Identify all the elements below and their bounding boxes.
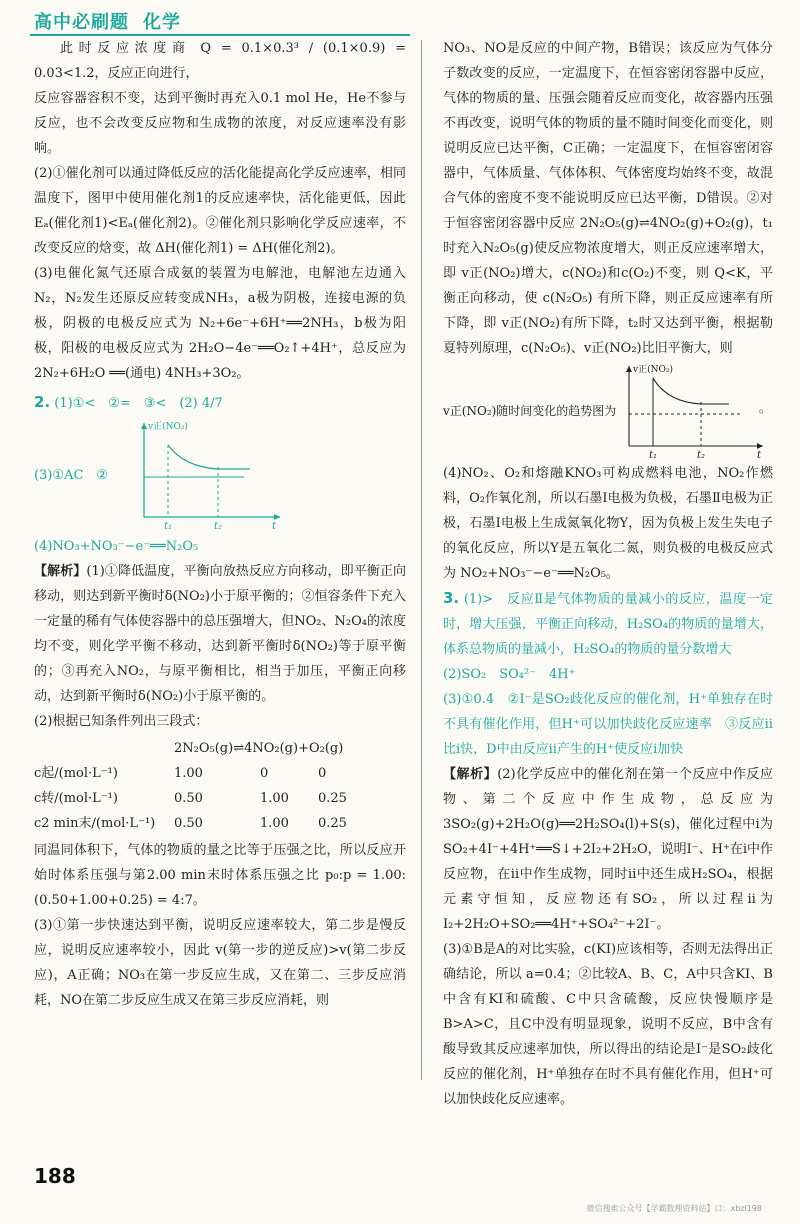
left-part-3: (3)电催化氮气还原合成氨的装置为电解池，电解池左边通入N₂，N₂发生还原反应转变成NH₃，a极为阴极，连接电源的负极，阴极的电极反应式为 N₂+6e⁻+6H⁺══2NH₃，b极为阳极，阳极的电极反应式为 2H₂O−4e⁻══O₂↑+4H⁺，总反应为 2N₂+6H₂O ══(通电) 4NH₃+3O₂。 — [34, 266, 406, 381]
graph-2-y-arrow — [626, 366, 632, 372]
right-analysis-2 — [443, 762, 773, 937]
graph-1 — [134, 417, 284, 533]
analysis-2-text: (2)化学反应中的催化剂在第一个反应中作反应物、第二个反应中作生成物，总反应为 3SO₂(g)+2H₂O(g)══2H₂SO₄(l)+S(s)，催化过程中ⅰ为 SO₂+4I⁻+4H⁺══S↓+2I₂+2H₂O，说明I⁻、H⁺在ⅰ中作反应物，在ⅱ中作生成物，同时ⅱ中还生成H₂SO₄，根据元素守恒知，反应物还有SO₂，所以过程ⅱ为 I₂+2H₂O+SO₂══4H⁺+SO₄²⁻+2I⁻。 — [443, 767, 773, 932]
graph-1-t2-label: t₂ — [214, 521, 223, 532]
three-stage-table — [34, 736, 347, 836]
graph-2-block — [443, 361, 773, 461]
left-line-1: 此时反应浓度商 Q = 0.1×0.3³ / (0.1×0.9) = 0.03<1.2，反应正向进行， — [34, 41, 406, 81]
q3-answer-1: (1)> 反应Ⅱ是气体物质的量减小的反应，温度一定时，增大压强，平衡正向移动，H₂SO₄的物质的量增大，体系总物质的量减小，H₂SO₄的物质的量分数增大 — [443, 592, 773, 657]
q3-answer-3: (3)①0.4 ②I⁻是SO₂歧化反应的催化剂，H⁺单独存在时不具有催化作用，但H⁺可以加快歧化反应速率 ③反应ⅱ比ⅰ快，D中由反应ⅱ产生的H⁺使反应ⅰ加快 — [443, 692, 773, 757]
graph-2-curve — [653, 378, 729, 404]
graph-2-end-mark: 。 — [759, 401, 772, 415]
analysis-1-text: (1)①降低温度，平衡向放热反应方向移动，即平衡正向移动，则达到新平衡时δ(NO₂)小于原平衡的；②恒容条件下充入一定量的稀有气体使容器中的总压强增大，但NO₂、N₂O₄的浓度均不变，则化学平衡不移动，达到新平衡时δ(NO₂)等于原平衡的；③再充入NO₂，与原平衡相比，相当于加压，平衡正向移动，达到新平衡时δ(NO₂)小于原平衡的。 — [34, 564, 406, 704]
graph-2-y-label: v正(NO₂) — [633, 365, 673, 375]
q2-number: 2. — [34, 393, 51, 411]
subject-title: 化学 — [143, 12, 181, 33]
graph-1-t1-label: t₁ — [164, 521, 173, 532]
q2-answer-1: (1)①< ②= ③< (2) 4/7 — [54, 396, 223, 411]
left-line-2: 反应容器容积不变，达到平衡时再充入0.1 mol He，He不参与反应，也不会改变反应物和生成物的浓度，对反应速率没有影响。 — [34, 91, 406, 156]
graph-1-y-label: v正(NO₂) — [148, 422, 188, 432]
analysis-label-left: 【解析】 — [34, 564, 87, 579]
cell: 0.50 — [174, 816, 203, 831]
graph-2-caption: v正(NO₂)随时间变化的趋势图为 — [443, 403, 617, 418]
row-label: c起/(mol·L⁻¹) — [34, 766, 118, 781]
graph-2-x-label: t — [757, 450, 762, 460]
graph-2-t1-label: t₁ — [649, 450, 658, 460]
left-analysis-2: (2)根据已知条件列出三段式： — [34, 714, 209, 729]
graph-2-x-arrow — [757, 443, 763, 449]
analysis-label-right: 【解析】 — [443, 767, 498, 782]
right-para-1: NO₃、NO是反应的中间产物，B错误；该反应为气体分子数改变的反应，一定温度下，在恒容密闭容器中反应，气体的物质的量、压强会随着反应而变化，故容器内压强不再改变，说明气体的物质的量不随时间变化而变化，则说明反应已达平衡，C正确；一定温度下，在恒容密闭容器中，气体质量、气体体积、气体密度均始终不变，故混合气体的密度不变不能说明反应已达平衡，D错误。②对于恒容密闭容器中反应 2N₂O₅(g)⇌4NO₂(g)+O₂(g)，t₁时充入N₂O₅(g)使反应物浓度增大，则正反应速率增大，即 v正(NO₂)增大，c(NO₂)和c(O₂)不变，则 Q<K，平衡正向移动，使 c(N₂O₅) 有所下降，则正反应速率有所下降，即 v正(NO₂)有所下降，t₂时又达到平衡，根据勒夏特列原理，c(N₂O₅)、v正(NO₂)比旧平衡大，则 — [443, 41, 773, 356]
cell: 0.25 — [318, 816, 347, 831]
q3-answer-2: (2)SO₂ SO₄²⁻ 4H⁺ — [443, 667, 576, 682]
right-analysis-3: (3)①B是A的对比实验，c(KI)应该相等，否则无法得出正确结论，所以 a=0.4；②比较A、B、C，A中只含KI、B中含有KI和硫酸、C中只含硫酸，反应快慢顺序是B>A>C，且C中没有明显现象，说明不反应，B中含有酸导致其反应速率加快，所以得出的结论是I⁻是SO₂歧化反应的催化剂，H⁺单独存在时不具有催化作用，但H⁺可以加快歧化反应速率。 — [443, 942, 773, 1107]
right-column — [443, 36, 773, 1112]
cell: 0 — [318, 766, 327, 781]
cell: 1.00 — [260, 816, 289, 831]
q3-answer-1-line — [443, 586, 773, 662]
left-analysis-1 — [34, 559, 406, 709]
footer-watermark: 微信搜索公众号【学霸数理资料站】口：xbzl198 — [586, 1204, 762, 1213]
cell: 0.50 — [174, 791, 203, 806]
table-row — [34, 786, 347, 811]
left-part-2: (2)①催化剂可以通过降低反应的活化能提高化学反应速率，相同温度下，图甲中使用催化剂1的反应速率快，活化能更低，因此 Eₐ(催化剂1)<Eₐ(催化剂2)。②催化剂只影响化学反应速率，不改变反应的焓变，故 ΔH(催化剂1) = ΔH(催化剂2)。 — [34, 166, 406, 256]
graph-2 — [623, 362, 773, 460]
equation: 2N₂O₅(g)⇌4NO₂(g)+O₂(g) — [174, 741, 344, 756]
q2-answer-1-line — [34, 390, 406, 416]
row-label: c转/(mol·L⁻¹) — [34, 791, 118, 806]
left-column — [34, 36, 406, 1013]
q2-answer-3-block — [34, 416, 406, 534]
q2-answer-4: (4)NO₃+NO₃⁻−e⁻══N₂O₅ — [34, 539, 199, 554]
graph-2-t2-label: t₂ — [697, 450, 706, 460]
row-label: c2 min末/(mol·L⁻¹) — [34, 816, 156, 831]
page-header — [34, 8, 181, 34]
cell: 1.00 — [260, 791, 289, 806]
graph-1-x-arrow — [274, 514, 280, 520]
graph-1-x-label: t — [272, 521, 277, 532]
table-row — [34, 761, 347, 786]
page-number: 188 — [34, 1164, 76, 1188]
cell: 0 — [260, 766, 269, 781]
cell: 1.00 — [174, 766, 203, 781]
equation-row — [34, 736, 347, 761]
right-part-4: (4)NO₂、O₂和熔融KNO₃可构成燃料电池，NO₂作燃料，O₂作氧化剂，所以石墨Ⅰ电极为负极，石墨Ⅱ电极为正极，石墨Ⅰ电极上生成氮氧化物Y，因为负极上发生失电子的氧化反应，所以Y是五氧化二氮，则负极的电极反应式为 NO₂+NO₃⁻−e⁻══N₂O₅。 — [443, 466, 773, 581]
left-analysis-2b: 同温同体积下，气体的物质的量之比等于压强之比，所以反应开始时体系压强与第2.00 min末时体系压强之比 p₀:p = 1.00:(0.50+1.00+0.25) = 4:7。 — [34, 843, 406, 908]
cell: 0.25 — [318, 791, 347, 806]
graph-1-y-arrow — [141, 423, 147, 429]
book-title: 高中必刷题 — [34, 12, 129, 33]
q2-answer-3-label: (3)①AC ② — [34, 467, 109, 483]
graph-1-curve — [168, 445, 250, 469]
left-analysis-3: (3)①第一步快速达到平衡，说明反应速率较大，第二步是慢反应，说明反应速率较小，因此 v(第一步的逆反应)>v(第二步反应)，A正确；NO₃在第一步反应生成，又在第二、三步反应消耗，NO在第二步反应生成又在第三步反应消耗，则 — [34, 918, 406, 1008]
table-row — [34, 811, 347, 836]
column-divider — [421, 40, 422, 1080]
q3-number: 3. — [443, 589, 460, 607]
